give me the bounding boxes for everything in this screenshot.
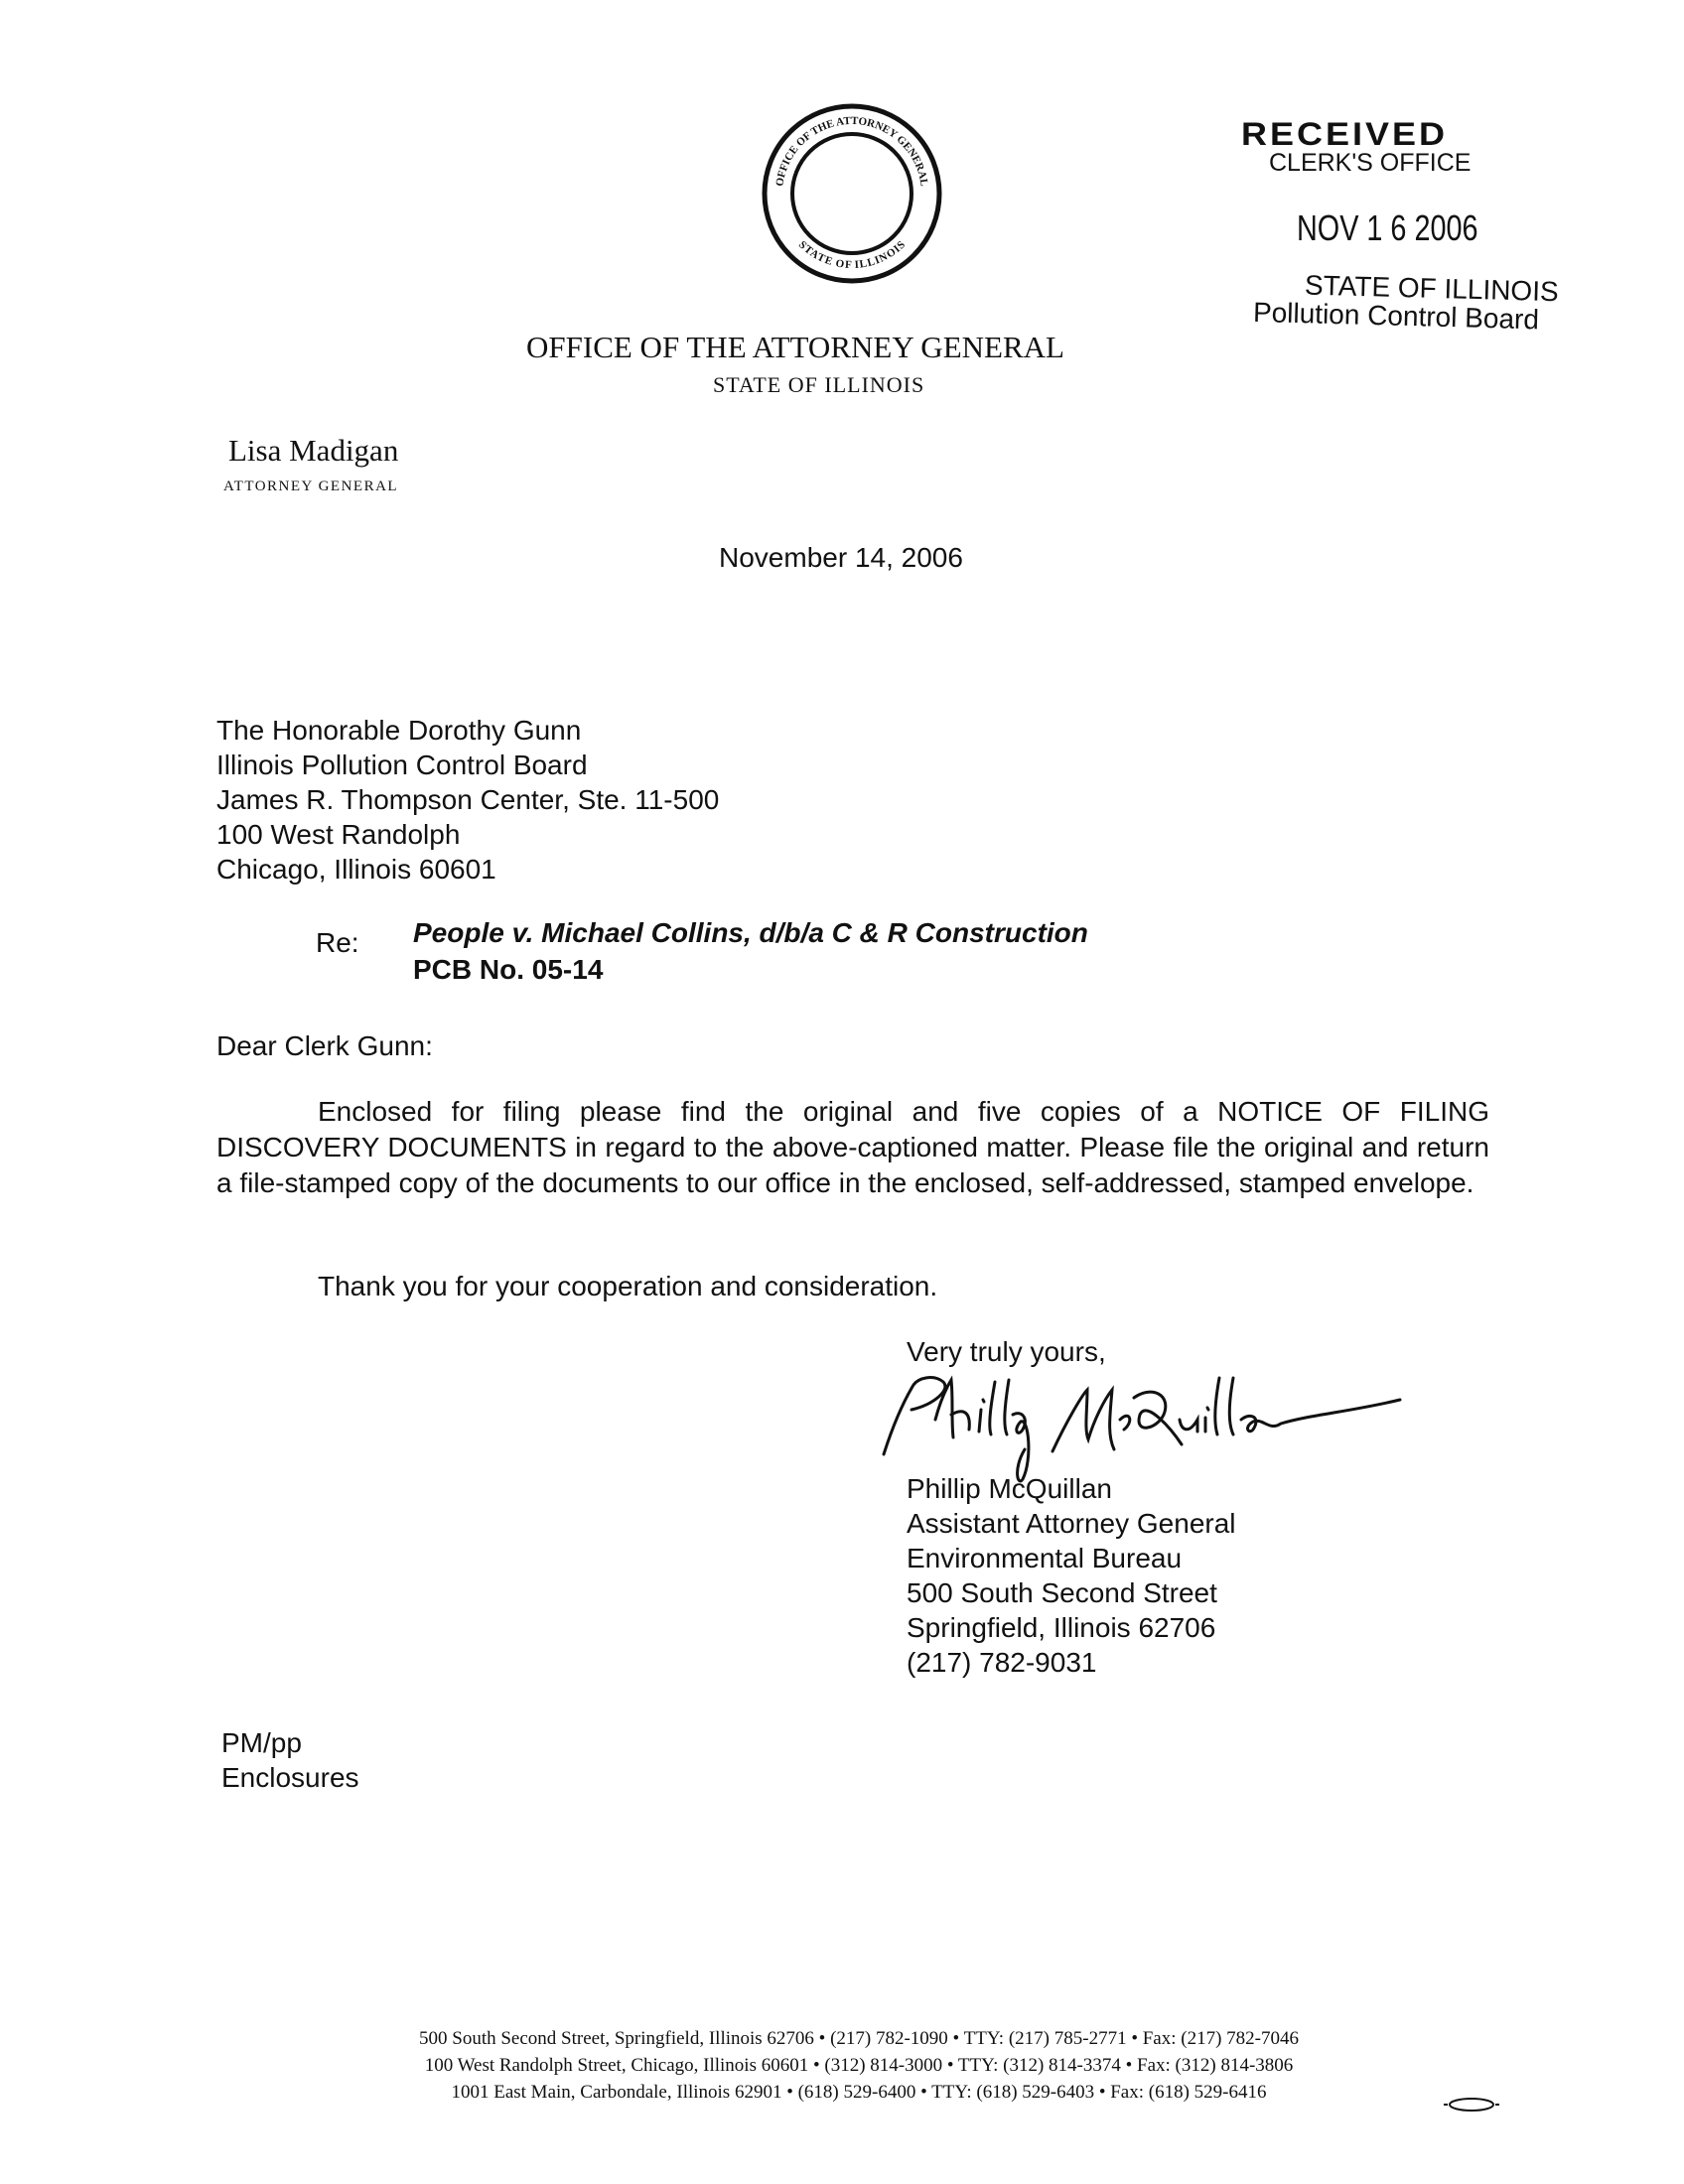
signer-line: Springfield, Illinois 62706	[907, 1612, 1216, 1643]
typist-initials: PM/pp	[221, 1727, 302, 1758]
attorney-general-name: Lisa Madigan	[228, 433, 399, 468]
signer-name: Phillip McQuillan	[907, 1473, 1112, 1504]
re-pcb-number: PCB No. 05-14	[413, 954, 604, 985]
footer-line: 100 West Randolph Street, Chicago, Illinois 60601 • (312) 814-3000 • TTY: (312) 814-3374 • Fax: (312) 814-3806	[424, 2055, 1294, 2076]
stamp-clerks-office: CLERK'S OFFICE	[1269, 149, 1472, 177]
stamp-board: Pollution Control Board	[1252, 296, 1540, 336]
recycled-paper-icon	[1442, 2097, 1501, 2113]
re-label: Re:	[316, 927, 359, 958]
seal-bottom-text: STATE OF ILLINOIS	[795, 238, 909, 272]
stamp-received: RECEIVED	[1241, 115, 1449, 152]
received-stamp	[1241, 113, 1569, 336]
body-paragraph: Enclosed for filing please find the original and five copies of a NOTICE OF FILING DISCOVERY DOCUMENTS in regard to the above-captioned matter. Please file the original and return a file-stamped copy of the documents to our office in the enclosed, self-addressed, stamped envelope.	[216, 1096, 1489, 1198]
thanks-paragraph: Thank you for your cooperation and consideration.	[318, 1271, 938, 1301]
office-title: OFFICE OF THE ATTORNEY GENERAL	[526, 330, 1064, 364]
recipient-line: Chicago, Illinois 60601	[216, 854, 496, 885]
stamp-date: NOV 1 6 2006	[1297, 207, 1478, 248]
re-case-title: People v. Michael Collins, d/b/a C & R Construction	[413, 917, 1088, 948]
signer-line: Environmental Bureau	[907, 1543, 1183, 1573]
letter-date: November 14, 2006	[719, 542, 963, 573]
signer-line: (217) 782-9031	[907, 1647, 1097, 1678]
seal-top-text: OFFICE OF THE ATTORNEY GENERAL	[773, 114, 930, 188]
recipient-line: 100 West Randolph	[216, 819, 461, 850]
recipient-address	[216, 713, 719, 887]
salutation: Dear Clerk Gunn:	[216, 1030, 433, 1061]
signer-line: 500 South Second Street	[907, 1577, 1217, 1608]
footer-line: 500 South Second Street, Springfield, Illinois 62706 • (217) 782-1090 • TTY: (217) 785-2771 • Fax: (217) 782-7046	[419, 2028, 1299, 2049]
initials-block	[221, 1725, 359, 1795]
signer-block	[907, 1471, 1236, 1680]
closing: Very truly yours,	[907, 1336, 1106, 1367]
recipient-line: The Honorable Dorothy Gunn	[216, 715, 582, 746]
office-state: STATE OF ILLINOIS	[713, 372, 925, 397]
state-seal-icon	[758, 99, 946, 288]
footer-line: 1001 East Main, Carbondale, Illinois 62901 • (618) 529-6400 • TTY: (618) 529-6403 • Fax: (618) 529-6416	[451, 2082, 1267, 2103]
stamp-state: STATE OF ILLINOIS	[1304, 269, 1560, 308]
footer-addresses	[298, 2025, 1420, 2106]
enclosures-note: Enclosures	[221, 1762, 359, 1793]
recipient-line: Illinois Pollution Control Board	[216, 750, 588, 780]
attorney-general-title: ATTORNEY GENERAL	[223, 478, 399, 494]
recipient-line: James R. Thompson Center, Ste. 11-500	[216, 784, 720, 815]
signer-line: Assistant Attorney General	[907, 1508, 1236, 1539]
